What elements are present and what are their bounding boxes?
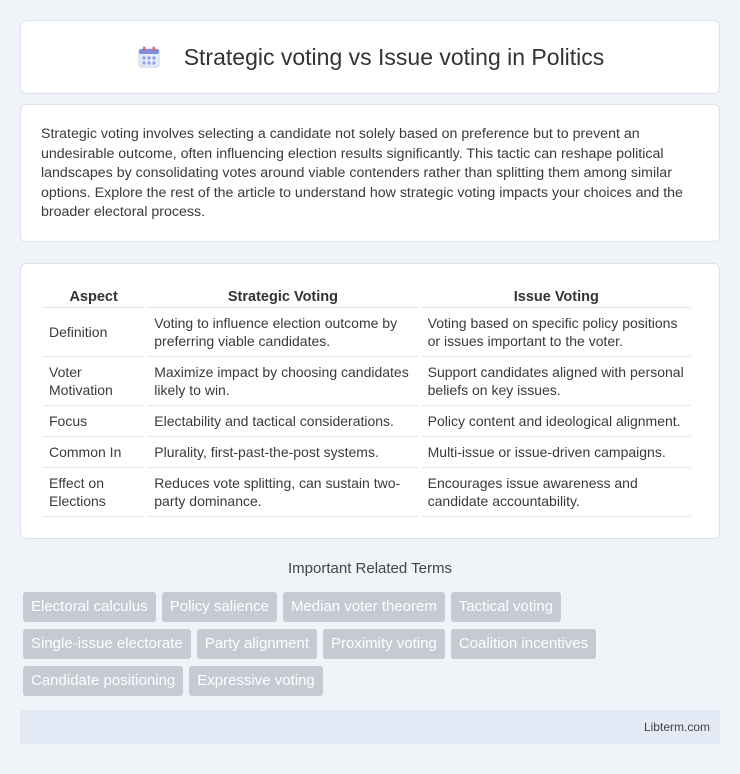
related-term-tag[interactable]: Candidate positioning: [23, 666, 183, 696]
header-card: [20, 20, 720, 94]
comparison-table-card: [20, 263, 720, 539]
related-term-tag[interactable]: Tactical voting: [451, 592, 561, 622]
row-strategic: Voting to influence election outcome by preferring viable candidates.: [148, 308, 417, 357]
header-aspect: Aspect: [43, 284, 144, 308]
row-aspect: Voter Motivation: [43, 357, 144, 406]
row-aspect: Effect on Elections: [43, 468, 144, 517]
table-row: [43, 308, 691, 357]
footer-site-link[interactable]: Libterm.com: [643, 720, 710, 734]
related-term-tag[interactable]: Single-issue electorate: [23, 629, 191, 659]
related-term-tag[interactable]: Expressive voting: [189, 666, 323, 696]
row-issue: Policy content and ideological alignment.: [422, 406, 691, 437]
table-header-row: [43, 284, 691, 308]
row-strategic: Plurality, first-past-the-post systems.: [148, 437, 417, 468]
row-issue: Encourages issue awareness and candidate accountability.: [422, 468, 691, 517]
table-row: [43, 406, 691, 437]
row-aspect: Definition: [43, 308, 144, 357]
related-term-tag[interactable]: Party alignment: [197, 629, 317, 659]
related-terms-list: [23, 592, 723, 696]
row-strategic: Electability and tactical considerations.: [148, 406, 417, 437]
related-term-tag[interactable]: Electoral calculus: [23, 592, 156, 622]
row-aspect: Focus: [43, 406, 144, 437]
intro-text: Strategic voting involves selecting a candidate not solely based on preference but to prevent an undesirable outcome, often influencing election results significantly. This tactic can reshape political landscapes by consolidating votes around viable contenders rather than splitting them among similar options. Explore the rest of the article to understand how strategic voting impacts your choices and the broader electoral process.: [41, 126, 683, 221]
footer: [20, 710, 720, 744]
related-term-tag[interactable]: Proximity voting: [323, 629, 445, 659]
related-term-tag[interactable]: Median voter theorem: [283, 592, 445, 622]
table-row: [43, 357, 691, 406]
comparison-table: [39, 284, 695, 517]
related-term-tag[interactable]: Policy salience: [162, 592, 277, 622]
page-title: Strategic voting vs Issue voting in Politics: [183, 43, 605, 70]
row-issue: Voting based on specific policy positions or issues important to the voter.: [422, 308, 691, 357]
related-terms-title: Important Related Terms: [288, 560, 452, 577]
table-row: [43, 437, 691, 468]
related-term-tag[interactable]: Coalition incentives: [451, 629, 596, 659]
intro-card: [20, 104, 720, 242]
header-issue-voting: Issue Voting: [422, 284, 691, 308]
row-issue: Multi-issue or issue-driven campaigns.: [422, 437, 691, 468]
table-row: [43, 468, 691, 517]
calendar-grid-icon: [136, 44, 162, 70]
row-aspect: Common In: [43, 437, 144, 468]
row-issue: Support candidates aligned with personal beliefs on key issues.: [422, 357, 691, 406]
row-strategic: Reduces vote splitting, can sustain two-party dominance.: [148, 468, 417, 517]
header-strategic-voting: Strategic Voting: [148, 284, 417, 308]
row-strategic: Maximize impact by choosing candidates likely to win.: [148, 357, 417, 406]
